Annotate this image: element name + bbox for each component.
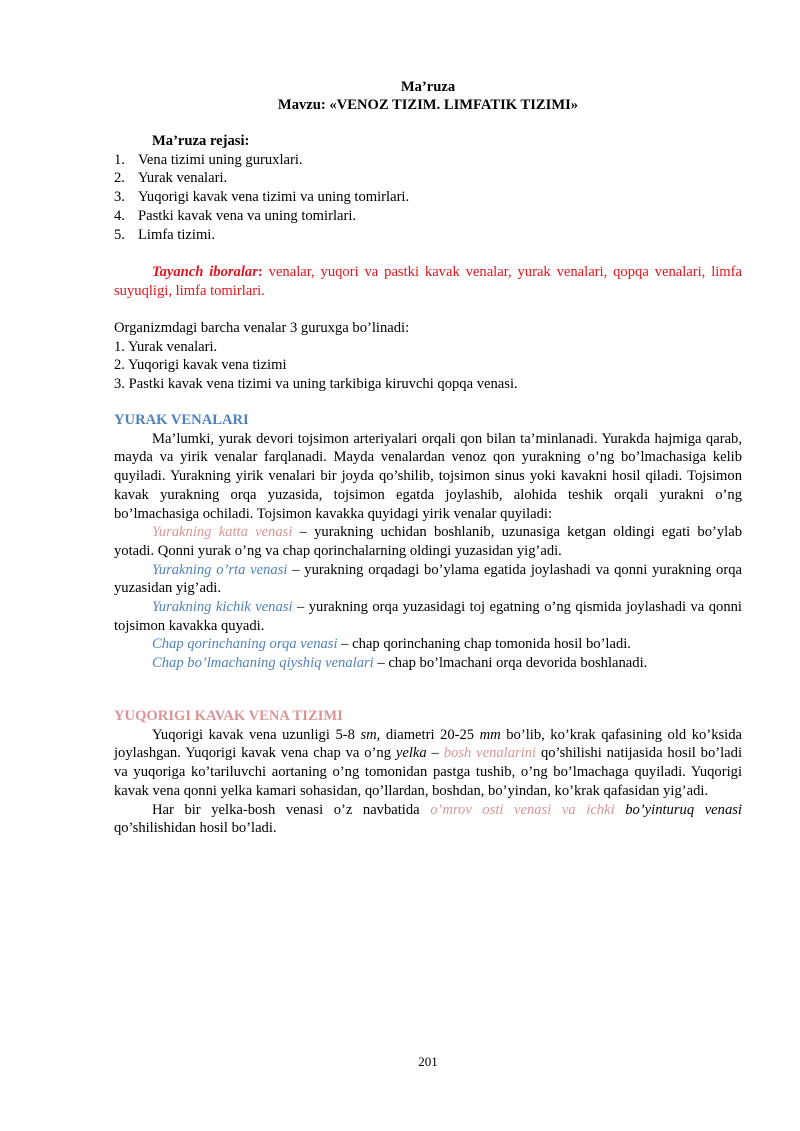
svc-paragraph-1	[114, 726, 742, 801]
text-run: Har bir yelka-bosh venasi o’z navbatida	[152, 801, 431, 818]
document-page	[114, 0, 742, 1131]
plan-title: Ma’ruza rejasi:	[152, 133, 250, 149]
svc-paragraph-2	[114, 801, 742, 838]
plan-item-number: 4.	[114, 207, 125, 224]
unit-sm: sm,	[360, 726, 381, 743]
heart-vein-item	[114, 635, 742, 654]
heart-vein-item	[114, 598, 742, 635]
plan-item	[114, 226, 742, 245]
groups-intro: Organizmdagi barcha venalar 3 guruxga bo’linadi:	[114, 320, 410, 336]
text-run: qo’shilishidan hosil bo’ladi.	[114, 820, 277, 837]
term-bosh-venalari: bosh venalarini	[443, 745, 537, 762]
plan-item-text: Yuqorigi kavak vena tizimi va uning tomirlari.	[138, 189, 410, 206]
plan-item-number: 2.	[114, 170, 125, 187]
vein-term: Yurakning kichik venasi	[152, 599, 293, 616]
lecture-topic: Mavzu: «VENOZ TIZIM. LIMFATIK TIZIMI»	[277, 97, 579, 113]
text-run: Yuqorigi kavak vena uzunligi 5-8	[152, 726, 361, 743]
keywords-text: venalar, yuqori va pastki kavak venalar, yurak venalari, qopqa venalari, limfa suyuqligi, limfa tomirlari.	[114, 264, 742, 299]
vein-description: – yurakning orqadagi bo’ylama egatida joylashadi va qonni yurakning orqa yuzasidan yig’adi.	[114, 561, 742, 597]
plan-item-text: Vena tizimi uning guruxlari.	[138, 151, 303, 168]
text-run	[615, 802, 626, 818]
lecture-plan	[114, 132, 742, 244]
vein-description: – chap bo’lmachani orqa devorida boshlanadi.	[373, 655, 648, 672]
heart-veins-intro: Ma’lumki, yurak devori tojsimon arteriyalari orqali qon bilan ta’minlanadi. Yurakda hajmiga qarab, mayda va yirik venalar farqlanadi. Mayda venalardan venoz qon yurakning o’ng bo’lmachasiga kelib quyiladi. Yurakning yirik venalari bir joyda qo’shilib, tojsimon sinus yoki kavakni hosil qiladi. Tojsimon kavak yurakning orqa yuzasida, tojsimon egatda joylashib, alohida teshik orqali yurakni o’ng bo’lmachasiga ochiladi. Tojsimon kavakka quyidagi yirik venalar quyiladi:	[114, 430, 742, 522]
keywords-label: Tayanch iboralar	[152, 264, 258, 280]
svc-heading: YUQORIGI KAVAK VENA TIZIMI	[114, 708, 343, 724]
plan-item-text: Limfa tizimi.	[138, 226, 216, 243]
heart-vein-item	[114, 523, 742, 560]
plan-item	[114, 188, 742, 207]
page-number: 201	[418, 1054, 438, 1069]
keywords-colon: :	[257, 264, 263, 280]
plan-item-number: 5.	[114, 226, 125, 243]
heart-veins-section	[114, 411, 742, 673]
term-omrov-osti: o’mrov osti venasi va ichki	[430, 801, 615, 818]
term-yelka: yelka	[395, 745, 427, 762]
vein-description: – chap qorinchaning chap tomonida hosil bo’ladi.	[337, 636, 631, 653]
vein-description: – yurakning orqa yuzasidagi toj egatning o’ng qismida joylashadi va qonni tojsimon kavakka quyadi.	[114, 599, 742, 634]
plan-item	[114, 207, 742, 226]
vein-term: Yurakning katta venasi	[152, 524, 293, 541]
plan-item	[114, 169, 742, 188]
unit-mm: mm	[479, 726, 501, 743]
vein-term: Chap bo’lmachaning qiyshiq venalari	[152, 655, 374, 672]
keywords-paragraph	[114, 263, 742, 300]
text-run: bo’lib, ko’krak qafasining old ko’ksida joylashgan. Yuqorigi kavak vena chap va o’ng	[114, 726, 742, 762]
text-run: –	[426, 745, 444, 762]
term-boyinturuq: bo’yinturuq venasi	[625, 801, 742, 818]
text-run: qo’shilishi natijasida hosil bo’ladi va yuqoriga ko’tariluvchi aortaning o’ng tomonidan pastga tushib, o’ng bo’lmachaga quyiladi. Yuqorigi kavak vena qonni yelka kamari sohasidan, qo’llardan, boshdan, bo’yindan, ko’krak qafasidan yig’adi.	[114, 745, 742, 799]
vein-description: – yurakning uchidan boshlanib, uzunasiga ketgan oldingi egati bo’ylab yotadi. Qonni yurak o’ng va chap qorinchalarning oldingi yuzasidan yig’adi.	[114, 524, 743, 559]
vein-groups	[114, 319, 742, 394]
group-item: 1. Yurak venalari.	[114, 338, 218, 355]
plan-item-number: 3.	[114, 189, 125, 206]
plan-item-text: Pastki kavak vena va uning tomirlari.	[138, 207, 357, 224]
svc-section	[114, 707, 742, 838]
plan-item-text: Yurak venalari.	[138, 170, 228, 187]
text-run: diametri 20-25	[380, 726, 480, 743]
heart-veins-heading: YURAK VENALARI	[114, 412, 249, 428]
heart-vein-item	[114, 654, 742, 673]
group-item: 2. Yuqorigi kavak vena tizimi	[114, 357, 287, 374]
plan-item	[114, 151, 742, 170]
vein-term: Chap qorinchaning orqa venasi	[152, 636, 338, 653]
heart-vein-item	[114, 561, 742, 598]
plan-item-number: 1.	[114, 151, 125, 168]
lecture-title: Ma’ruza	[400, 79, 456, 95]
vein-term: Yurakning o’rta venasi	[152, 561, 288, 578]
plan-list	[114, 151, 742, 245]
group-item: 3. Pastki kavak vena tizimi va uning tarkibiga kiruvchi qopqa venasi.	[114, 376, 518, 393]
